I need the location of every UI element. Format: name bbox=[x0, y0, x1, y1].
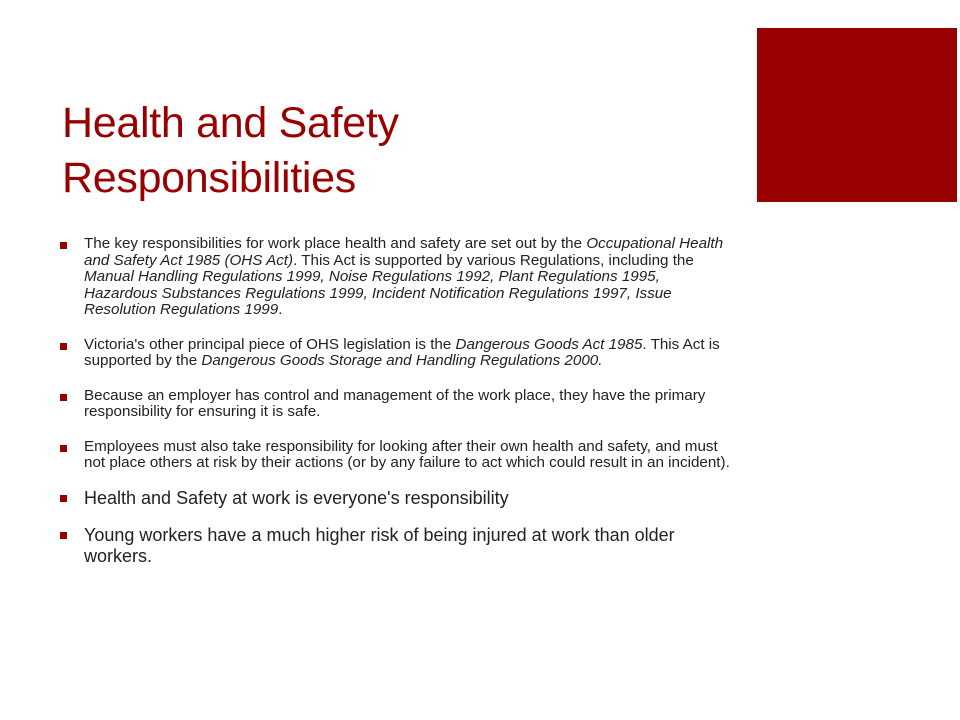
square-bullet-icon bbox=[60, 242, 67, 249]
bullet-text bbox=[84, 488, 509, 508]
bullet-item-everyone bbox=[60, 488, 732, 509]
bullet-text-part: Employees must also take responsibility for looking after their own health and safety, and must not place others at risk by their actions (or by any failure to act which could result in an incident). bbox=[84, 437, 730, 471]
bullet-item-employer bbox=[60, 388, 732, 421]
bullet-text-part: Dangerous Goods Storage and Handling Regulations 2000. bbox=[201, 352, 603, 369]
slide-title-line-1: Health and Safety bbox=[62, 99, 399, 147]
square-bullet-icon bbox=[60, 495, 67, 502]
slide-title-line-2: Responsibilities bbox=[62, 154, 356, 202]
square-bullet-icon bbox=[60, 532, 67, 539]
bullet-text-part: Victoria's other principal piece of OHS legislation is the bbox=[84, 335, 456, 353]
bullet-item-ohs-act bbox=[60, 236, 732, 319]
bullet-text bbox=[84, 336, 720, 370]
bullet-text-part: Occupational Health and Safety Act 1985 (OHS Act) bbox=[84, 235, 724, 269]
bullet-text bbox=[84, 387, 705, 421]
bullet-item-employees bbox=[60, 439, 732, 472]
bullet-text-part: . This Act is supported by various Regulations, including the bbox=[293, 251, 694, 269]
bullet-text-part: The key responsibilities for work place health and safety are set out by the bbox=[84, 235, 587, 252]
square-bullet-icon bbox=[60, 394, 67, 401]
bullet-item-dangerous-goods bbox=[60, 337, 732, 370]
bullet-text-part: Manual Handling Regulations 1999, Noise Regulations 1992, Plant Regulations 1995, Hazardous Substances Regulations 1999, Incident Notification Regulations 1997, Issue Resolution Regulations 1999 bbox=[84, 268, 672, 318]
bullet-text-part: Dangerous Goods Act 1985 bbox=[455, 335, 643, 353]
square-bullet-icon bbox=[60, 343, 67, 350]
slide-title bbox=[62, 96, 662, 206]
bullet-text-part: Because an employer has control and management of the work place, they have the primary responsibility for ensuring it is safe. bbox=[84, 386, 706, 420]
bullet-text bbox=[84, 438, 730, 472]
bullet-text-part: . bbox=[278, 301, 283, 318]
square-bullet-icon bbox=[60, 445, 67, 452]
accent-block bbox=[757, 28, 957, 202]
bullet-text bbox=[84, 525, 675, 566]
bullet-list bbox=[60, 236, 732, 566]
bullet-text-part: Young workers have a much higher risk of being injured at work than older workers. bbox=[84, 525, 675, 566]
bullet-text-part: . This Act is supported by the bbox=[84, 335, 720, 369]
bullet-text bbox=[84, 235, 723, 318]
bullet-item-young-workers bbox=[60, 525, 732, 566]
bullet-text-part: Health and Safety at work is everyone's responsibility bbox=[84, 487, 509, 508]
